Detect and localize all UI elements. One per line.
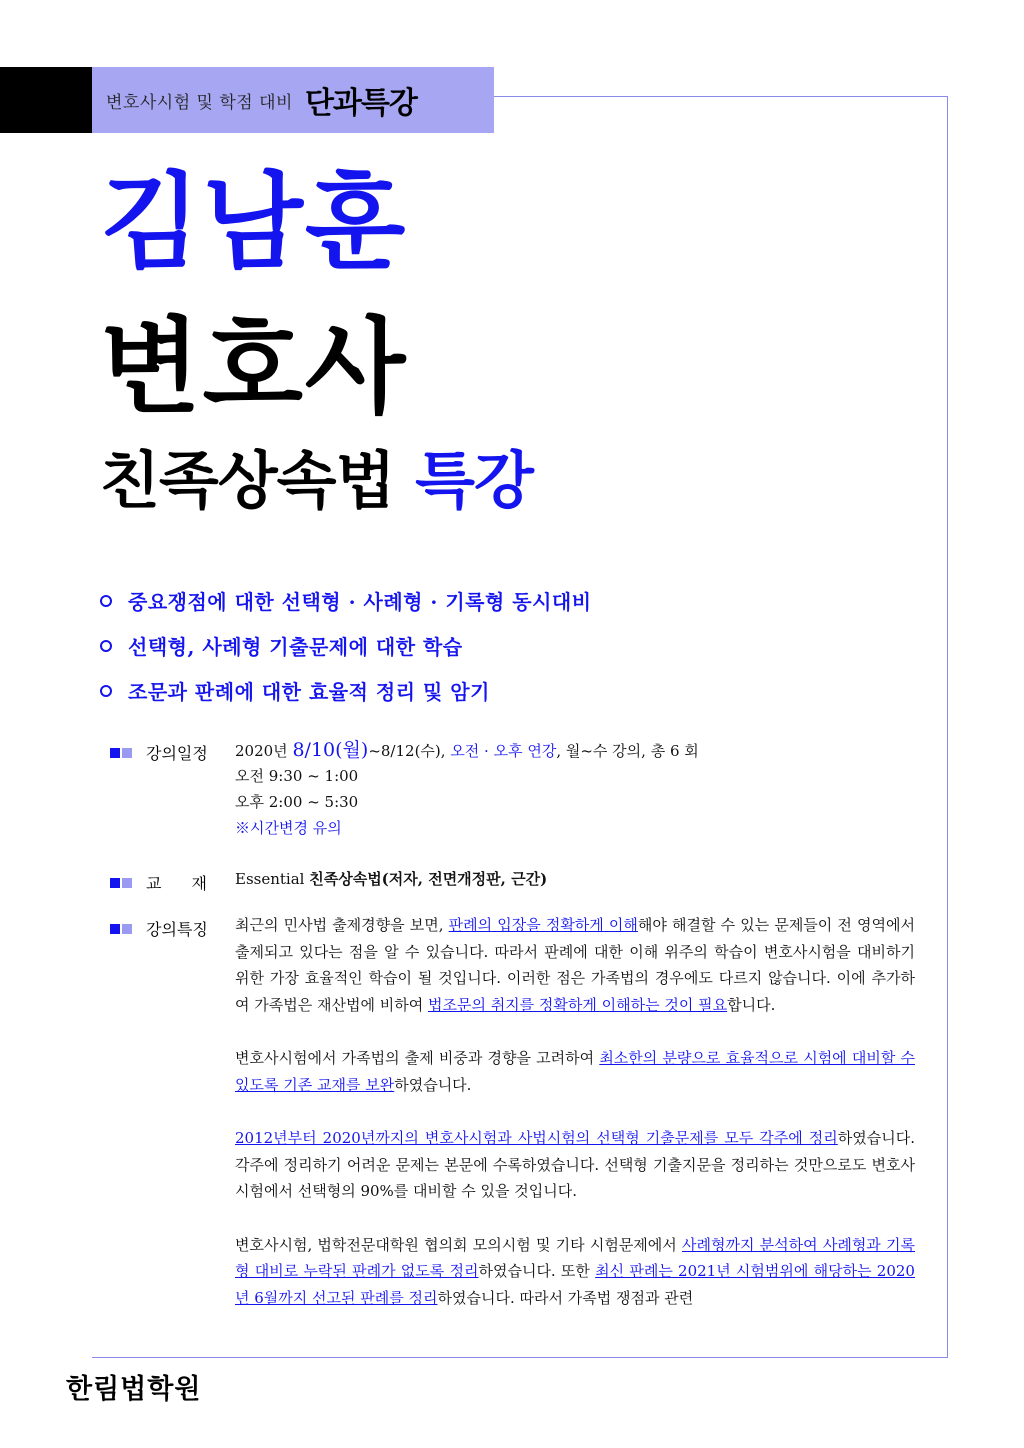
textbook-prefix: Essential — [235, 870, 305, 888]
schedule-start-date: 8/10(월) — [292, 739, 369, 761]
paragraph — [235, 912, 915, 1018]
academy-logo: 한림법학원 — [66, 1374, 202, 1405]
paragraph — [235, 1045, 915, 1098]
course-title-accent: 특강 — [415, 444, 533, 517]
square-bullet-icon — [110, 748, 120, 758]
square-bullet-icon — [110, 924, 120, 934]
feature-item — [100, 668, 592, 713]
feature-item — [100, 623, 592, 668]
feature-text: 선택형, 사례형 기출문제에 대한 학습 — [128, 635, 463, 659]
body-text: 하였습니다. 또한 — [478, 1262, 596, 1280]
circle-bullet-icon — [100, 685, 112, 697]
schedule-label — [110, 741, 208, 764]
course-features-block — [235, 912, 915, 1311]
schedule-end-date: ~8/12(수), — [368, 742, 446, 760]
circle-bullet-icon — [100, 595, 112, 607]
feature-text: 중요쟁점에 대한 선택형 · 사례형 · 기록형 동시대비 — [128, 590, 592, 614]
emphasis-text: 최소한의 분량으로 효율적으로 시험에 대비할 수 있도록 기존 교재를 보완 — [235, 1049, 915, 1094]
paragraph — [235, 1232, 915, 1312]
frame-line-right — [947, 96, 948, 1358]
frame-line-top — [494, 96, 948, 97]
header-bar — [92, 67, 494, 133]
body-text: 하였습니다. 따라서 가족법 쟁점과 관련 — [437, 1288, 694, 1307]
emphasis-text: 판례의 입장을 정확하게 이해 — [448, 916, 638, 934]
textbook-title: 친족상속법(저자, 전면개정판, 근간) — [309, 870, 548, 888]
textbook-label — [110, 871, 237, 894]
emphasis-text: 법조문의 취지를 정확하게 이해하는 것이 필요 — [427, 995, 728, 1014]
circle-bullet-icon — [100, 640, 112, 652]
schedule-label-text: 강의일정 — [146, 744, 208, 763]
schedule-block — [235, 737, 915, 841]
body-text: 하였습니다. — [394, 1075, 472, 1094]
schedule-detail: , 월~수 강의, 총 6 회 — [556, 742, 699, 760]
emphasis-text: 최신 판례는 2021년 시험범위에 해당하는 2020년 6월까지 선고된 판례를 정리 — [235, 1262, 915, 1307]
textbook-block — [235, 866, 915, 892]
schedule-line — [235, 737, 915, 763]
header-title: 단과특강 — [304, 86, 417, 121]
schedule-year: 2020년 — [235, 742, 288, 760]
schedule-session-type: 오전 · 오후 연강 — [450, 742, 557, 760]
schedule-afternoon: 오후 2:00 ~ 5:30 — [235, 793, 359, 811]
course-features-label-text: 강의특징 — [146, 920, 208, 939]
course-title-main: 친족상속법 — [100, 444, 395, 517]
body-text: 해야 해결할 수 있는 문제들이 전 영역에서 출제되고 있다는 점을 알 수 있습니다. 따라서 판례에 대한 이해 위주의 학습이 변호사시험을 대비하기 위한 가장 효율적인 학습이 될 것입니다. 이러한 점은 가족법의 경우에도 다르지 않습니다. 이에 추가하여 가족법은 재산법에 비하여 — [235, 916, 915, 1014]
square-bullet-icon — [122, 924, 132, 934]
course-title — [100, 444, 533, 517]
schedule-notice: ※시간변경 유의 — [235, 819, 342, 837]
instructor-name: 김남훈 — [100, 161, 408, 283]
body-text: 하였습니다. 각주에 정리하기 어려운 문제는 본문에 수록하였습니다. 선택형 기출지문을 정리하는 것만으로도 변호사시험에서 선택형의 90%를 대비할 수 있을 것입니다. — [235, 1129, 915, 1200]
feature-text: 조문과 판례에 대한 효율적 정리 및 암기 — [128, 680, 490, 704]
frame-line-bottom — [92, 1357, 948, 1358]
black-corner-tab — [0, 67, 92, 133]
square-bullet-icon — [122, 748, 132, 758]
body-text: 합니다. — [727, 995, 776, 1014]
square-bullet-icon — [110, 878, 120, 888]
feature-item — [100, 578, 592, 623]
body-text: 최근의 민사법 출제경향을 보면, — [235, 916, 449, 934]
header-subtitle: 변호사시험 및 학점 대비 — [106, 92, 293, 113]
paragraph — [235, 1125, 915, 1205]
textbook-value — [235, 866, 915, 892]
feature-list — [100, 578, 592, 713]
emphasis-text: 사례형까지 분석하여 사례형과 기록형 대비로 누락된 판례가 없도록 정리 — [235, 1235, 915, 1280]
schedule-morning: 오전 9:30 ~ 1:00 — [235, 767, 359, 785]
body-text: 변호사시험에서 가족법의 출제 비중과 경향을 고려하여 — [235, 1049, 600, 1067]
instructor-role: 변호사 — [100, 306, 408, 428]
emphasis-text: 2012년부터 2020년까지의 변호사시험과 사법시험의 선택형 기출문제를 모두 각주에 정리 — [235, 1129, 838, 1147]
textbook-label-text: 교재 — [146, 874, 237, 893]
course-features-label — [110, 917, 208, 940]
body-text: 변호사시험, 법학전문대학원 협의회 모의시험 및 기타 시험문제에서 — [235, 1235, 682, 1254]
square-bullet-icon — [122, 878, 132, 888]
